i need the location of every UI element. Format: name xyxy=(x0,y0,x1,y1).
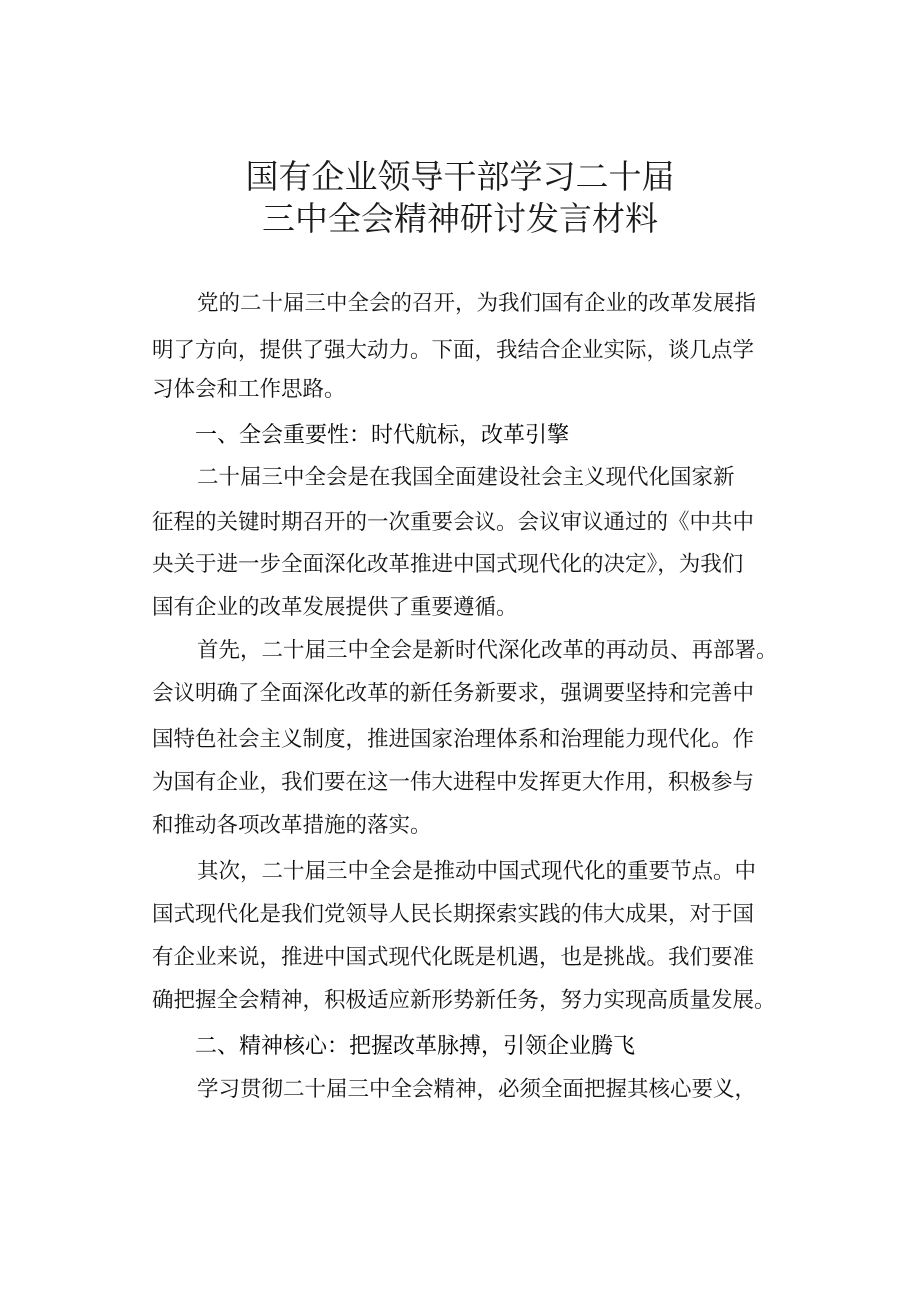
paragraph-3-line-1: 首先，二十届三中全会是新时代深化改革的再动员、再部署。 xyxy=(197,638,778,663)
paragraph-4-line-2: 国式现代化是我们党领导人民长期探索实践的伟大成果，对于国 xyxy=(152,902,755,927)
paragraph-1-line-2: 明了方向，提供了强大动力。下面，我结合企业实际，谈几点学 xyxy=(152,338,755,363)
paragraph-3-line-3: 国特色社会主义制度，推进国家治理体系和治理能力现代化。作 xyxy=(152,727,755,752)
paragraph-2-line-1: 二十届三中全会是在我国全面建设社会主义现代化国家新 xyxy=(197,465,735,490)
paragraph-4-line-3: 有企业来说，推进中国式现代化既是机遇，也是挑战。我们要准 xyxy=(152,945,755,970)
paragraph-2-line-4: 国有企业的改革发展提供了重要遵循。 xyxy=(152,595,518,620)
paragraph-2-line-2: 征程的关键时期召开的一次重要会议。会议审议通过的《中共中 xyxy=(152,510,755,535)
document-title-line-2: 三中全会精神研讨发言材料 xyxy=(262,199,658,238)
paragraph-3-line-5: 和推动各项改革措施的落实。 xyxy=(152,813,432,838)
paragraph-3-line-2: 会议明确了全面深化改革的新任务新要求，强调要坚持和完善中 xyxy=(152,681,755,706)
paragraph-4-line-1: 其次，二十届三中全会是推动中国式现代化的重要节点。中 xyxy=(197,859,757,884)
section-heading-1: 一、全会重要性：时代航标，改革引擎 xyxy=(195,423,570,448)
paragraph-4-line-4: 确把握全会精神，积极适应新形势新任务，努力实现高质量发展。 xyxy=(152,988,776,1013)
paragraph-3-line-4: 为国有企业，我们要在这一伟大进程中发挥更大作用，积极参与 xyxy=(152,770,755,795)
document-title-line-1: 国有企业领导干部学习二十届 xyxy=(245,157,675,196)
paragraph-1-line-1: 党的二十届三中全会的召开，为我们国有企业的改革发展指 xyxy=(197,291,757,316)
paragraph-1-line-3: 习体会和工作思路。 xyxy=(152,377,346,402)
paragraph-2-line-3: 央关于进一步全面深化改革推进中国式现代化的决定》，为我们 xyxy=(152,552,744,577)
paragraph-5-line-1: 学习贯彻二十届三中全会精神，必须全面把握其核心要义， xyxy=(197,1077,757,1102)
section-heading-2: 二、精神核心：把握改革脉搏，引领企业腾飞 xyxy=(195,1034,636,1059)
